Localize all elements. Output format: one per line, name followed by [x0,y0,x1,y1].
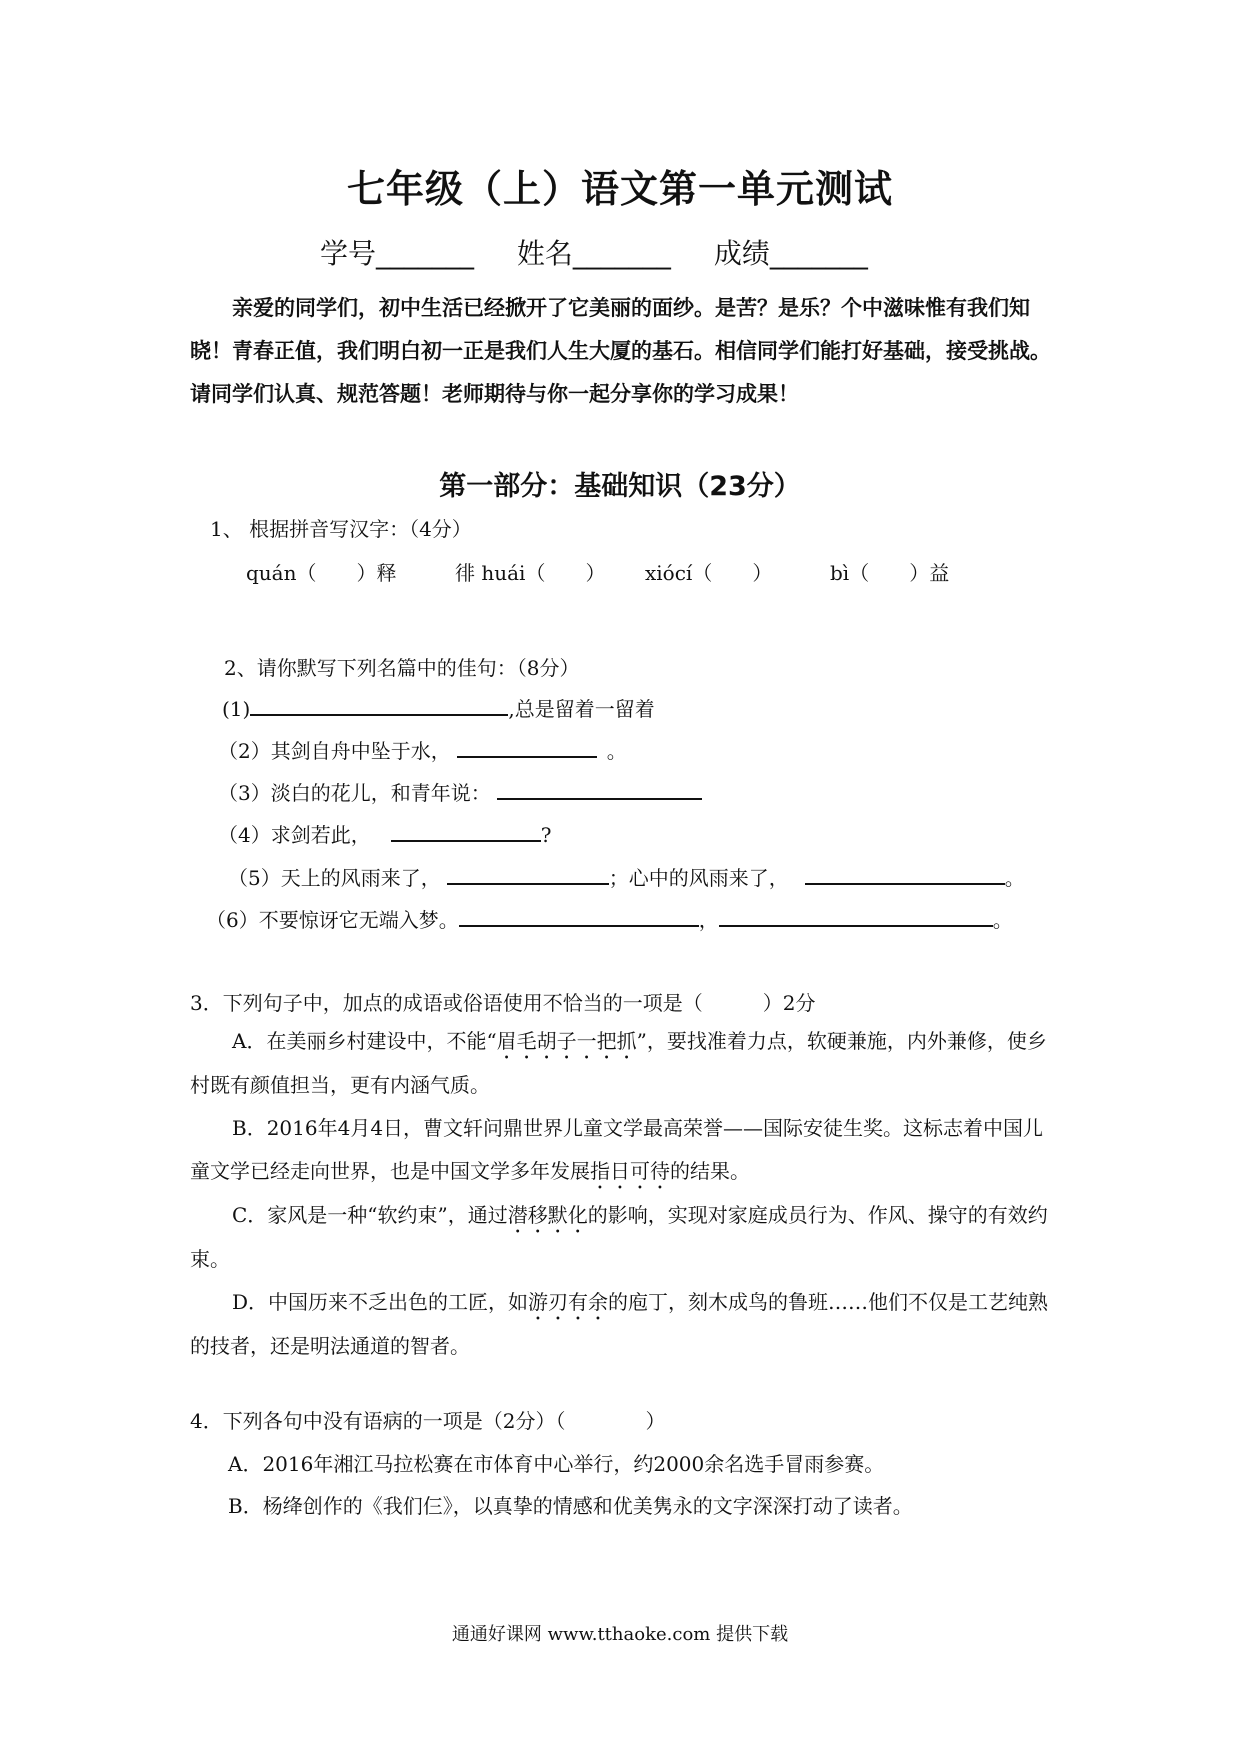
pinyin-item-3: xiócí（ ） [645,561,773,585]
pinyin-item-2: 徘 huái（ ） [455,561,606,585]
question-3-stem: 3．下列句子中，加点的成语或俗语使用不恰当的一项是（ ）2分 [190,991,816,1015]
page-title: 七年级（上）语文第一单元测试 [346,167,893,211]
pinyin-item-1: quán（ ）释 [246,561,397,585]
student-name-field: 姓名_______ [516,237,671,270]
question-1-stem: 1、 根据拼音写汉字：（4分） [210,517,472,541]
option-b: B．2016年4月4日，曹文轩问鼎世界儿童文学最高荣誉——国际安徒生奖。这标志着中国儿童文学已经走向世界，也是中国文学多年发展指日可待的结果。 [190,1116,1044,1183]
question-4-stem: 4．下列各句中没有语病的一项是（2分）（ ） [190,1409,666,1433]
option-d: D．中国历来不乏出色的工匠，如游刃有余的庖丁，刻木成鸟的鲁班……他们不仅是工艺纯熟的技者，还是明法通道的智者。 [190,1290,1049,1358]
answer-blank[interactable] [391,820,541,842]
score-field: 成绩_______ [713,237,868,270]
recite-line-2: （2）其剑自舟中坠于水， 。 [218,735,627,764]
answer-blank[interactable] [497,778,702,800]
answer-blank[interactable] [805,863,1005,885]
recite-line-3: （3）淡白的花儿，和青年说： [218,777,702,806]
section-heading: 第一部分：基础知识（23分） [439,471,801,502]
recite-line-1: (1) ,总是留着一留着 [222,693,655,722]
intro-paragraph [190,286,1055,415]
answer-blank[interactable] [250,694,508,716]
student-info-row [320,232,902,272]
option-c: C．家风是一种“软约束”，通过潜移默化的影响，实现对家庭成员行为、作风、操守的有效约束。 [190,1203,1048,1271]
answer-blank[interactable] [457,736,597,758]
answer-blank[interactable] [719,905,993,927]
q4-option-a: A．2016年湘江马拉松赛在市体育中心举行，约2000余名选手冒雨参赛。 [228,1452,885,1476]
option-a: A．在美丽乡村建设中，不能“眉毛胡子一把抓”，要找准着力点，软硬兼施，内外兼修，使乡村既有颜值担当，更有内涵气质。 [190,1029,1047,1097]
recite-line-4: （4）求剑若此， ? [218,819,551,848]
answer-blank[interactable] [459,905,699,927]
pinyin-item-4: bì（ ）益 [830,561,950,585]
intro-text: 亲爱的同学们，初中生活已经掀开了它美丽的面纱。是苦？是乐？个中滋味惟有我们知晓！青春正值，我们明白初一正是我们人生大厦的基石。相信同学们能打好基础，接受挑战。请同学们认真、规范答题！老师期待与你一起分享你的学习成果！ [190,295,1051,406]
footer-credit: 通通好课网 www.tthaoke.com 提供下载 [451,1624,789,1645]
answer-blank[interactable] [447,863,609,885]
student-id-field: 学号_______ [320,237,475,270]
q4-option-b: B．杨绛创作的《我们仨》，以真挚的情感和优美隽永的文字深深打动了读者。 [228,1494,913,1518]
recite-line-6: （6）不要惊讶它无端入梦。 ， 。 [206,904,1013,933]
recite-line-5: （5）天上的风雨来了， ；心中的风雨来了， 。 [228,862,1025,891]
question-2-stem: 2、请你默写下列名篇中的佳句：（8分） [224,656,580,680]
question-3-options [190,1020,1060,1368]
